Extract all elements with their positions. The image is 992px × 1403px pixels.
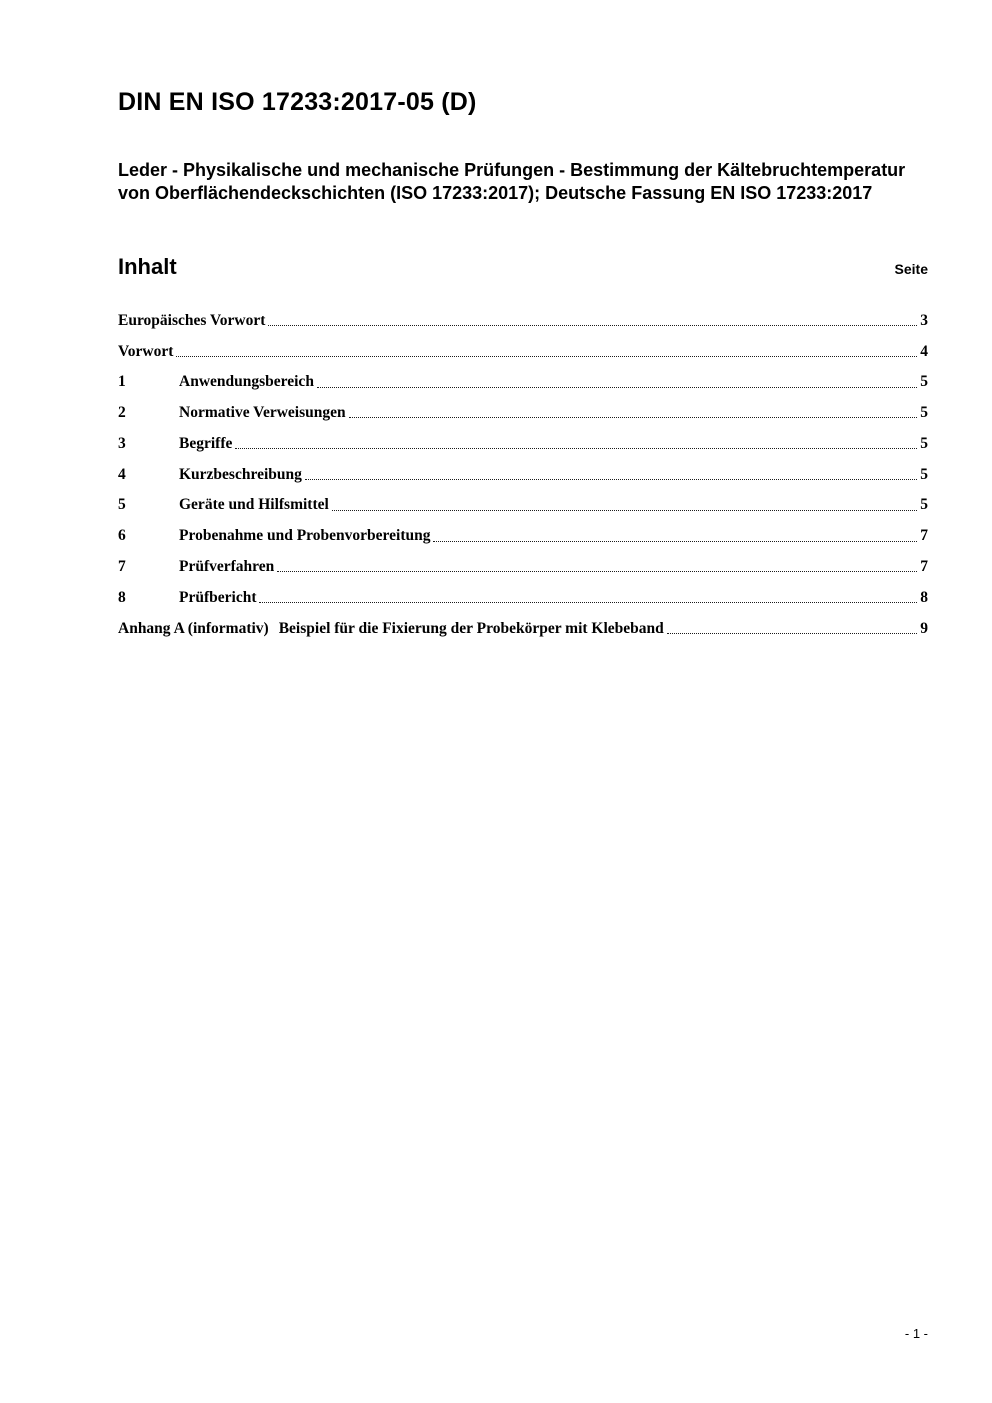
toc-row xyxy=(118,527,928,545)
toc-entry-label: Begriffe xyxy=(179,434,233,452)
toc-entry-page: 3 xyxy=(920,311,928,329)
toc-row xyxy=(118,435,928,453)
toc-entry-page: 9 xyxy=(920,619,928,637)
toc-row xyxy=(118,312,928,330)
toc-leader-dots xyxy=(277,571,917,572)
toc-leader-dots xyxy=(176,356,917,357)
toc-entry-number: 8 xyxy=(118,588,126,606)
toc-row xyxy=(118,620,928,638)
toc-entry-page: 7 xyxy=(920,558,928,576)
toc-entry-page: 5 xyxy=(920,434,928,452)
toc-leader-dots xyxy=(317,387,917,388)
page-number-footer: - 1 - xyxy=(904,1326,928,1341)
toc-entry-label: Vorwort xyxy=(118,342,174,360)
toc-row xyxy=(118,343,928,361)
toc-entry-page: 5 xyxy=(920,373,928,391)
toc-entry-number: 7 xyxy=(118,558,126,576)
toc-leader-dots xyxy=(433,541,917,542)
toc-entry-page: 8 xyxy=(920,588,928,606)
toc-leader-dots xyxy=(332,510,917,511)
toc-row xyxy=(118,466,928,484)
toc-entry-number: 5 xyxy=(118,496,126,514)
toc-leader-dots xyxy=(349,417,918,418)
toc-entry-label: Prüfbericht xyxy=(179,588,257,606)
toc-entry-number: Anhang A (informativ) xyxy=(118,619,269,637)
toc-row xyxy=(118,558,928,576)
toc-row xyxy=(118,404,928,422)
toc-entry-number: 2 xyxy=(118,404,126,422)
toc-page-column-label: Seite xyxy=(894,260,928,277)
toc-leader-dots xyxy=(305,479,917,480)
toc-row xyxy=(118,589,928,607)
doc-number: DIN EN ISO 17233:2017-05 (D) xyxy=(118,88,477,116)
toc-leader-dots xyxy=(235,448,917,449)
toc-row xyxy=(118,373,928,391)
toc-leader-dots xyxy=(268,325,917,326)
toc-entry-number: 6 xyxy=(118,527,126,545)
toc-entry-label: Europäisches Vorwort xyxy=(118,311,266,329)
toc-entry-label: Beispiel für die Fixierung der Probekörper mit Klebeband xyxy=(278,619,664,637)
toc-list xyxy=(118,312,928,638)
toc-entry-label: Prüfverfahren xyxy=(179,558,275,576)
toc-entry-number: 1 xyxy=(118,373,126,391)
toc-entry-page: 7 xyxy=(920,527,928,545)
toc-entry-page: 5 xyxy=(920,465,928,483)
toc-heading: Inhalt xyxy=(118,253,177,279)
toc-header xyxy=(118,254,928,280)
toc-entry-page: 5 xyxy=(920,404,928,422)
toc-entry-page: 4 xyxy=(920,342,928,360)
toc-entry-number: 3 xyxy=(118,434,126,452)
toc-entry-number: 4 xyxy=(118,465,126,483)
doc-title: Leder - Physikalische und mechanische Prüfungen - Bestimmung der Kältebruchtemperatur von Oberflächendeckschichten (ISO 17233:2017); Deutsche Fassung EN ISO 17233:2017 xyxy=(118,160,906,204)
toc-entry-label: Kurzbeschreibung xyxy=(179,465,302,483)
toc-entry-label: Normative Verweisungen xyxy=(179,404,346,422)
toc-entry-label: Anwendungsbereich xyxy=(179,373,314,391)
toc-entry-page: 5 xyxy=(920,496,928,514)
toc-entry-label: Probenahme und Probenvorbereitung xyxy=(179,527,431,545)
toc-row xyxy=(118,496,928,514)
toc-entry-label: Geräte und Hilfsmittel xyxy=(179,496,329,514)
toc-leader-dots xyxy=(667,633,917,634)
toc-leader-dots xyxy=(259,602,917,603)
